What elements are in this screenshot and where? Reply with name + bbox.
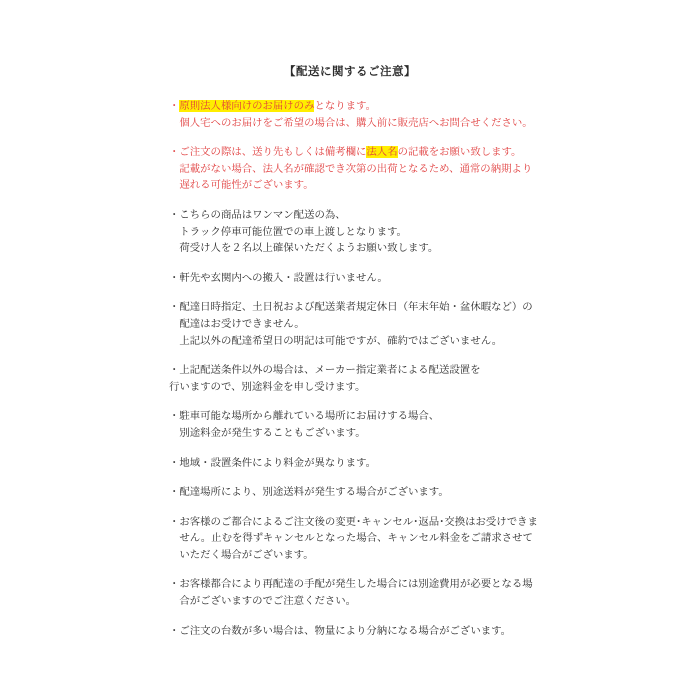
note-text: 行いますので、別途料金を申し受けます。 [169, 380, 366, 393]
bullet-marker: ・ [169, 146, 180, 159]
note-text: の記載をお願い致します。 [397, 146, 522, 159]
note-text: 合がございますのでご注意ください。 [179, 595, 357, 608]
bullet-marker: ・ [169, 456, 180, 469]
bullet-marker: ・ [169, 486, 180, 499]
note-text: いただく場合がございます。 [179, 548, 314, 561]
note-line [169, 115, 531, 132]
note-item [169, 576, 531, 609]
note-item [169, 207, 531, 257]
note-item [169, 623, 531, 640]
note-line [169, 299, 531, 316]
note-line [169, 425, 531, 442]
bullet-marker: ・ [169, 271, 180, 284]
bullet-marker: ・ [169, 364, 180, 377]
note-text: お客様都合により再配達の手配が発生した場合には別途費用が必要となる場 [179, 578, 533, 591]
note-line [169, 408, 531, 425]
notes-list [169, 98, 538, 639]
note-line [169, 514, 538, 531]
note-line [169, 207, 531, 224]
note-line [169, 455, 531, 472]
note-line [169, 623, 531, 640]
highlighted-text: 原則法人様向けのお届けのみ [179, 100, 315, 112]
note-text: ご注文の台数が多い場合は、物量により分納になる場合がございます。 [179, 624, 512, 637]
note-item [169, 455, 531, 472]
note-item [169, 514, 538, 564]
note-line [169, 224, 531, 241]
highlighted-text: 法人名 [366, 146, 398, 159]
note-text: 遅れる可能性がございます。 [179, 179, 314, 192]
note-line [169, 379, 531, 396]
note-text: 配達日時指定、土日祝および配送業者規定休日（年末年始・盆休暇など）の [179, 301, 533, 314]
note-item [169, 408, 531, 441]
note-text: お客様のご都合によるご注文後の変更･キャンセル･返品･交換はお受けできま [179, 515, 538, 528]
note-line [169, 270, 531, 287]
note-line [169, 593, 531, 610]
bullet-marker: ・ [169, 208, 180, 221]
note-line [169, 316, 531, 333]
bullet-marker: ・ [169, 100, 180, 112]
note-text: ご注文の際は、送り先もしくは備考欄に [179, 146, 367, 159]
note-item [169, 144, 531, 194]
note-text: せん。止むを得ずキャンセルとなった場合、キャンセル料金をご請求させて [179, 532, 533, 545]
note-text: 配達はお受けできません。 [179, 317, 305, 330]
note-line [169, 547, 531, 564]
note-text: 上記以外の配達希望日の明記は可能ですが、確約ではございません。 [179, 334, 503, 347]
note-line [169, 530, 531, 547]
note-item [169, 98, 531, 131]
note-text: 荷受け人を２名以上確保いただくようお願い致します。 [179, 242, 439, 255]
bullet-marker: ・ [169, 301, 180, 314]
note-item [169, 484, 531, 501]
note-text: 軒先や玄関内への搬入・設置は行いません。 [179, 271, 388, 284]
bullet-marker: ・ [169, 624, 180, 637]
note-text: 配達場所により、別途送料が発生する場合がございます。 [179, 486, 449, 499]
note-line [169, 362, 531, 379]
note-line [169, 161, 531, 178]
note-line [169, 144, 531, 161]
note-line [169, 177, 531, 194]
shipping-notice-document [169, 0, 538, 639]
note-line [169, 576, 531, 593]
note-text: 個人宅へのお届けをご希望の場合は、購入前に販売店へお問合せください。 [179, 116, 533, 129]
note-line [169, 98, 531, 115]
bullet-marker: ・ [169, 578, 180, 591]
note-text: 駐車可能な場所から離れている場所にお届けする場合、 [179, 410, 440, 423]
note-line [169, 333, 531, 350]
note-line [169, 240, 531, 257]
note-text: トラック停車可能位置での車上渡しとなります。 [179, 225, 407, 238]
page-title: 【配送に関するご注意】 [284, 64, 416, 78]
note-text: 記載がない場合、法人名が確認でき次第の出荷となるため、通常の納期より [179, 162, 533, 175]
note-item [169, 270, 531, 287]
note-text: こちらの商品はワンマン配送の為、 [179, 208, 346, 221]
note-item [169, 299, 531, 349]
note-line [169, 484, 531, 501]
note-text: 上記配送条件以外の場合は、メーカー指定業者による配送設置を [179, 364, 481, 377]
note-text: 別途料金が発生することもございます。 [179, 426, 366, 439]
note-item [169, 362, 531, 395]
note-text: 地域・設置条件により料金が異なります。 [179, 456, 376, 469]
bullet-marker: ・ [169, 410, 180, 423]
bullet-marker: ・ [169, 515, 180, 528]
note-text: となります。 [314, 100, 376, 112]
